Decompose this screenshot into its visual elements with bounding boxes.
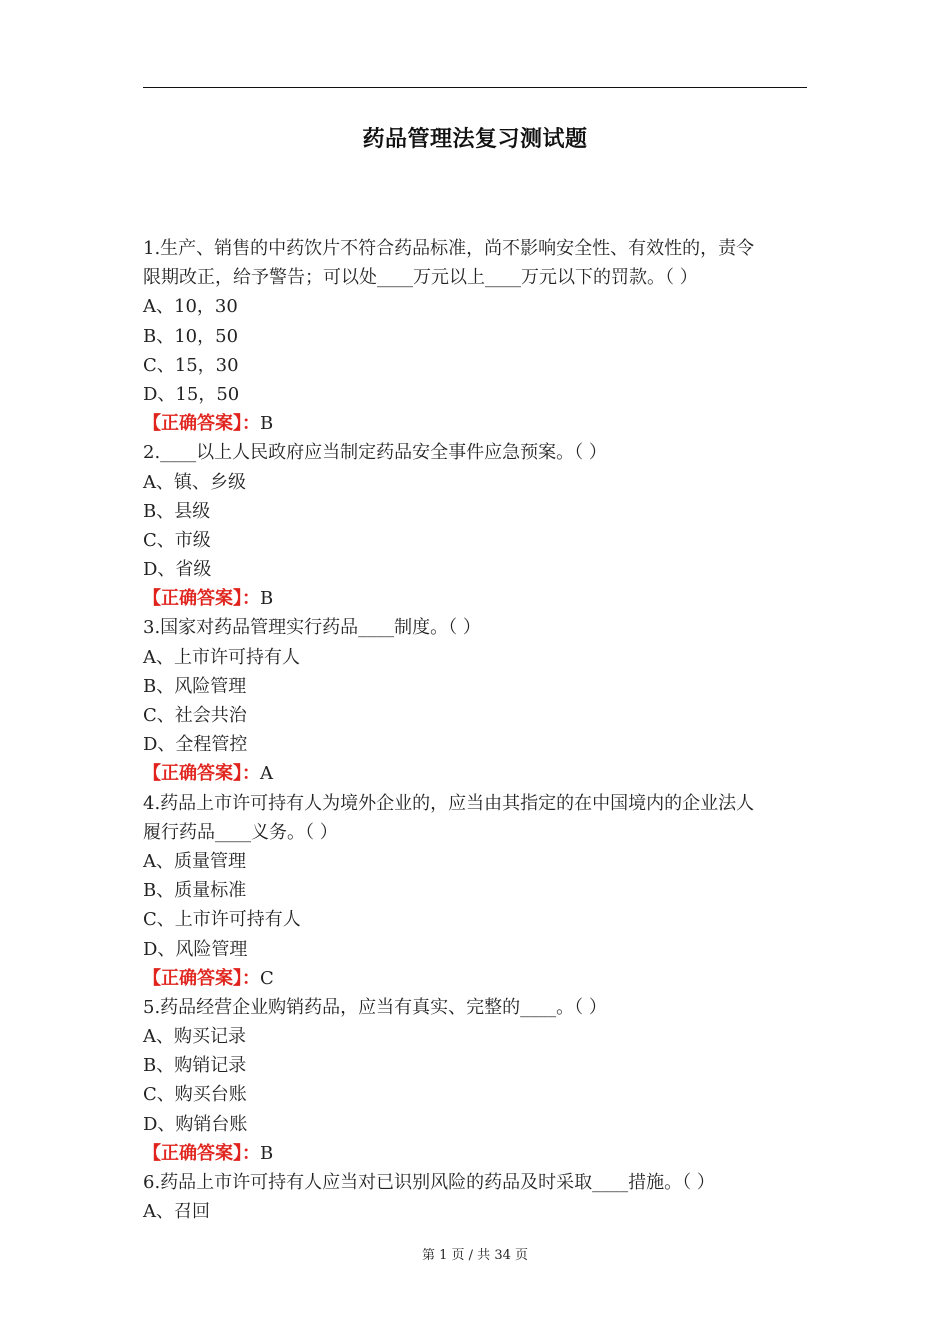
- option-b: B、购销记录: [143, 1055, 247, 1077]
- question-stem-line: 限期改正，给予警告；可以处____万元以上____万元以下的罚款。（ ）: [143, 267, 698, 289]
- option-c: C、15，30: [143, 354, 239, 376]
- answer-line: [143, 964, 807, 993]
- answer-value: B: [260, 413, 274, 435]
- answer-label: 【正确答案】：: [143, 967, 260, 989]
- option-a: A、10，30: [143, 296, 238, 318]
- answer-value: C: [260, 967, 274, 989]
- answer-value: B: [260, 588, 274, 610]
- question-block: [143, 993, 807, 1168]
- question-block: [143, 613, 807, 788]
- option-b: B、风险管理: [143, 675, 247, 697]
- option-c: C、市级: [143, 529, 211, 551]
- answer-line: [143, 584, 807, 613]
- question-stem-line: 1.生产、销售的中药饮片不符合药品标准，尚不影响安全性、有效性的，责令: [143, 238, 755, 259]
- question-block: [143, 789, 807, 993]
- question-stem-line: 2.____以上人民政府应当制定药品安全事件应急预案。（ ）: [143, 442, 607, 464]
- option-c: C、社会共治: [143, 705, 247, 726]
- option-d: D、省级: [143, 559, 212, 581]
- question-block: [143, 1168, 807, 1226]
- question-stem-line: 3.国家对药品管理实行药品____制度。（ ）: [143, 617, 481, 639]
- question-block: [143, 234, 807, 438]
- answer-line: [143, 759, 807, 788]
- answer-label: 【正确答案】：: [143, 588, 260, 610]
- option-a: A、镇、乡级: [143, 471, 246, 493]
- answer-value: A: [260, 763, 273, 785]
- header-rule: [143, 87, 807, 88]
- option-b: B、质量标准: [143, 880, 247, 902]
- question-block: [143, 438, 807, 613]
- answer-line: [143, 409, 807, 438]
- answer-label: 【正确答案】：: [143, 413, 260, 435]
- option-c: C、购买台账: [143, 1084, 247, 1106]
- answer-label: 【正确答案】：: [143, 1142, 260, 1164]
- question-stem-line: 5.药品经营企业购销药品，应当有真实、完整的____。（ ）: [143, 996, 607, 1018]
- question-stem-line: 6.药品上市许可持有人应当对已识别风险的药品及时采取____措施。（ ）: [143, 1172, 715, 1193]
- option-d: D、15，50: [143, 383, 240, 405]
- question-stem-line: 4.药品上市许可持有人为境外企业的，应当由其指定的在中国境内的企业法人: [143, 792, 755, 814]
- document-title: 药品管理法复习测试题: [362, 127, 588, 152]
- option-a: A、质量管理: [143, 850, 246, 872]
- option-d: D、风险管理: [143, 938, 248, 960]
- option-a: A、上市许可持有人: [143, 646, 300, 668]
- answer-label: 【正确答案】：: [143, 763, 260, 785]
- option-b: B、县级: [143, 500, 211, 522]
- option-b: B、10，50: [143, 325, 239, 347]
- option-a: A、召回: [143, 1201, 210, 1223]
- page-footer: 第 1 页 / 共 34 页: [422, 1248, 528, 1263]
- option-d: D、购销台账: [143, 1113, 248, 1135]
- option-a: A、购买记录: [143, 1026, 246, 1048]
- option-c: C、上市许可持有人: [143, 909, 301, 931]
- option-d: D、全程管控: [143, 734, 248, 756]
- question-list: [143, 234, 807, 1226]
- question-stem-line: 履行药品____义务。（ ）: [143, 821, 338, 843]
- answer-line: [143, 1139, 807, 1168]
- answer-value: B: [260, 1142, 274, 1164]
